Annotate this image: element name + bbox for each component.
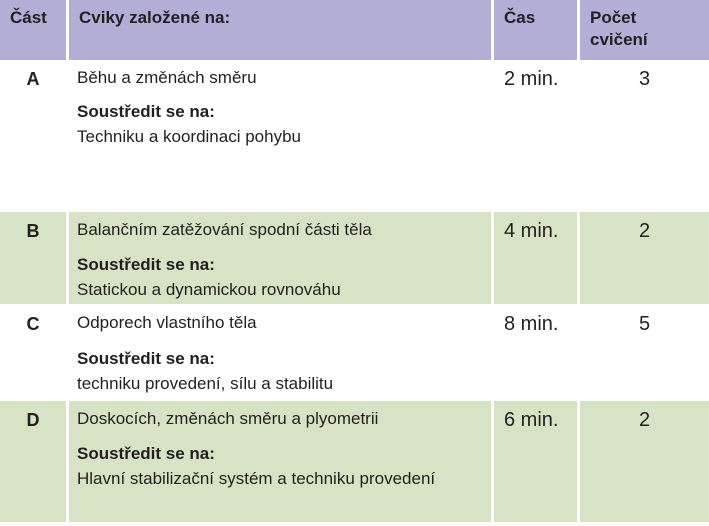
cell-exercises <box>69 401 491 522</box>
header-cell-time <box>494 0 577 60</box>
focus-label: Soustředit se na: <box>77 102 215 121</box>
based-on-text: Odporech vlastního těla <box>77 313 257 332</box>
header-part: Část <box>10 8 47 27</box>
cell-part <box>0 60 66 211</box>
focus-block <box>77 99 301 149</box>
count-value: 5 <box>638 313 651 335</box>
cell-time <box>494 401 577 522</box>
focus-text: Hlavní stabilizační systém a techniku provedení <box>77 469 436 488</box>
time-value: 2 min. <box>504 68 559 90</box>
focus-text: techniku provedení, sílu a stabilitu <box>77 374 334 393</box>
cell-exercises <box>69 305 491 400</box>
cell-count <box>580 60 709 211</box>
part-label: B <box>26 221 40 241</box>
focus-block <box>77 441 435 491</box>
based-on-text: Balančním zatěžování spodní části těla <box>77 220 372 239</box>
header-count-line2: cvičení <box>590 30 648 49</box>
cell-exercises <box>69 212 491 304</box>
table-row-b <box>0 212 709 304</box>
time-value: 8 min. <box>504 313 559 335</box>
header-cell-exercises <box>69 0 491 60</box>
cell-part <box>0 212 66 304</box>
cell-time <box>494 305 577 400</box>
part-label: C <box>26 314 40 334</box>
cell-time <box>494 212 577 304</box>
cell-count <box>580 305 709 400</box>
time-value: 6 min. <box>504 409 559 431</box>
focus-label: Soustředit se na: <box>77 349 215 368</box>
count-value: 3 <box>638 68 651 90</box>
header-exercises: Cviky založené na: <box>79 8 231 27</box>
part-label: D <box>26 410 40 430</box>
cell-part <box>0 401 66 522</box>
cell-exercises <box>69 60 491 211</box>
header-count-line1: Počet <box>590 8 637 27</box>
focus-block <box>77 346 333 396</box>
header-count <box>590 7 648 51</box>
table-row-a <box>0 60 709 211</box>
cell-time <box>494 60 577 211</box>
header-time: Čas <box>504 8 536 27</box>
cell-part <box>0 305 66 400</box>
part-label: A <box>26 69 40 89</box>
based-on-text: Běhu a změnách směru <box>77 68 257 87</box>
cell-count <box>580 212 709 304</box>
focus-text: Statickou a dynamickou rovnováhu <box>77 280 341 299</box>
table-row-c <box>0 305 709 400</box>
table-row-d <box>0 401 709 522</box>
header-cell-part <box>0 0 66 60</box>
focus-block <box>77 252 341 302</box>
focus-label: Soustředit se na: <box>77 255 215 274</box>
focus-text: Techniku a koordinaci pohybu <box>77 127 301 146</box>
focus-label: Soustředit se na: <box>77 444 215 463</box>
time-value: 4 min. <box>504 220 559 242</box>
header-cell-count <box>580 0 709 60</box>
count-value: 2 <box>638 409 651 431</box>
cell-count <box>580 401 709 522</box>
count-value: 2 <box>638 220 651 242</box>
based-on-text: Doskocích, změnách směru a plyometrii <box>77 409 379 428</box>
